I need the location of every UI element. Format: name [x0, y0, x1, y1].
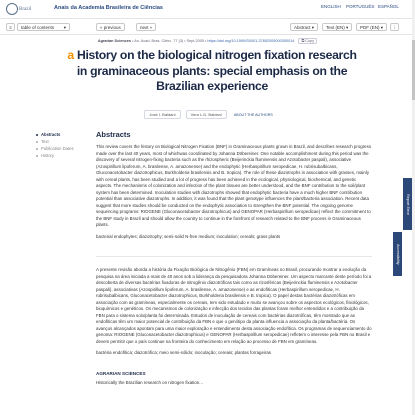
chevron-down-icon: ▾	[63, 25, 66, 30]
article-title: History on the biological nitrogen fixation research in graminaceous plants: special emphasis on the Brazilian experience	[76, 48, 357, 93]
abstracts-heading: Abstracts	[96, 130, 131, 139]
nav-abstracts-label: Abstracts	[41, 132, 61, 137]
keywords-pt: bactéria endofítica; diazotrófica; meio semi-sólido; inoculação; cereais; plantas forrageiras	[96, 350, 271, 355]
nav-abstracts[interactable]	[36, 131, 74, 138]
abstract-pt: A presente revisão aborda a história da Fixação Biológica de Nitrogênio (FBN) em Gramíneas no Brasil, procurando mostrar a evolução da pesquisa na área iniciada a mais de 40 anos sob a liderança da pesquisadora Johanna Döbereiner. Um aspecto marcante deste período foi a descoberta de diversas bactérias fixadoras de nitrogênio diazotróficas tais como as rizosféricas (Beijerinckia fluminensis e Azotobacter paspali), associativas (Azospirillum lipoferum, A. brasilense, A. amazonense) e as endofíticas (Herbaspirillum seropedicae, H. rubrisubalbicans, Gluconacetobacter diazotrophicus, Burkholderia brasilensis e B. tropica). O papel destas bactérias diazotróficas em associação com as gramíneas, especialmente os cereais, tem sido estudado e muito se avançou sobre os aspectos ecológicos, fisiológicos, bioquímicos e genéticos. Os mecanismos de colonização e infecção dos tecidos das plantas foram melhor entendidos e a contribuição da FBN para o sistema solo/planta foi determinada. Estudos de inoculação de cereais com bactérias diazotróficas, têm mostrado que as endofíticas têm um maior potencial de contribuição da FBN e que o genótipo da planta influencia a associação da planta/bactéria. Os avanços alcançados apontam para uma maior exploração e entendimento desta associação endofítica. Os programas de sequenciamento do genoma: RIOGENE (Gluconacetobacter diazotrophicus) e GENOPAR (Herbaspirillum seropedicae) refletem o interesse pela FBN no Brasil e devem permitir que o país continue na fronteira do conhecimento em relação ao processo de FBN em gramíneas.	[96, 267, 372, 344]
article-toolbar	[0, 20, 415, 35]
breadcrumb: Agrarian Sciences • An. Acad. Bras. Ciênc. 77 (3) • Sept 2005 • https://doi.org/10.1590/S0001-37652005000300014 ⧉ Copy	[0, 38, 415, 44]
section-heading: AGRARIAN SCIENCES	[96, 370, 146, 376]
text-label: Text (EN)	[326, 25, 345, 30]
author-2[interactable]: Vera L.D. Baldani	[186, 110, 227, 119]
accessibility-tab[interactable]: Accessibility	[393, 232, 402, 276]
copy-icon: ⧉	[301, 39, 305, 43]
pdf-label: PDF (EN)	[360, 25, 380, 30]
nav-history-label: History	[41, 153, 55, 158]
journal-title[interactable]: Anais da Academia Brasileira de Ciências	[54, 5, 163, 11]
chevron-down-icon: ▾	[311, 25, 315, 30]
copy-label: Copy	[305, 39, 315, 43]
abstract-button[interactable]	[290, 23, 318, 31]
lang-spanish[interactable]: ESPAÑOL	[378, 4, 399, 9]
share-icon[interactable]: ⋮	[390, 23, 399, 31]
nav-history[interactable]	[36, 152, 74, 159]
copy-doi-button[interactable]	[298, 38, 317, 44]
bullet-icon	[36, 134, 38, 136]
nav-text[interactable]	[36, 138, 74, 145]
chevron-down-icon: ▾	[346, 25, 349, 30]
breadcrumb-section[interactable]: Agrarian Sciences	[97, 39, 132, 43]
intro-paragraph: Historically the Brazilian research on nitrogen fixation...	[96, 379, 203, 385]
doi-link[interactable]: https://doi.org/10.1590/S0001-37652005000300014	[207, 39, 295, 43]
bullet-icon	[36, 141, 38, 143]
lang-portuguese[interactable]: PORTUGUÊS	[346, 4, 375, 9]
logo-icon	[6, 3, 18, 15]
nav-pub-dates-label: Publication Dates	[41, 146, 74, 151]
about-authors-link[interactable]: ABOUT THE AUTHORS	[233, 113, 273, 117]
keywords-en: bacterial endophytes; diazotrophy; semi-solid N-free medium; inoculation; cereals; grass plants	[96, 233, 281, 239]
nav-publication-dates[interactable]	[36, 145, 74, 152]
open-access-icon: a	[67, 48, 74, 62]
report-error-tab[interactable]: Report Error	[403, 178, 412, 230]
previous-button[interactable]: « previous	[96, 23, 125, 31]
divider	[96, 256, 372, 257]
authors-row	[0, 110, 415, 119]
bullet-icon	[36, 155, 38, 157]
author-1[interactable]: José I. Baldani	[144, 110, 180, 119]
chevron-down-icon: ▾	[380, 25, 384, 30]
toc-label: table of contents	[21, 25, 55, 30]
top-header	[0, 0, 415, 19]
next-button[interactable]: next »	[136, 23, 156, 31]
lang-english[interactable]: ENGLISH	[321, 4, 341, 9]
article-title-block	[62, 48, 362, 95]
article-content	[96, 130, 372, 386]
journal-logo[interactable]	[6, 3, 31, 15]
abstract-label: Abstract	[294, 25, 311, 30]
breadcrumb-citation: An. Acad. Bras. Ciênc. 77 (3) • Sept 2005 •	[134, 39, 207, 43]
section-nav	[36, 131, 74, 159]
toc-button[interactable]	[17, 23, 70, 31]
menu-icon[interactable]: ≡	[6, 23, 15, 31]
text-button[interactable]	[322, 23, 352, 31]
nav-text-label: Text	[41, 139, 49, 144]
abstract-en: This review covers the history on Biological Nitrogen Fixation (BNF) in Graminaceous plants grown in Brazil, and describes research progress made over the last 40 years, most of whichwas coordinated by Johanna Döbereiner. One notable accomplishment during this period was the discovery of several nitrogen-fixing bacteria such as the rhizospheric (Beijerinckia fluminensis and Azotobacter paspali), associative (Azospirillum lipoferum, A. brasilense, A. amazonense) and the endophytic (Herbaspirillum seropedicae, H. rubrisubalbicans, Gluconacetobacter diazotrophicus, Burkholderia brasilensis and B. tropica). The role of these diazotrophs in association with grasses, mainly with cereal plants, has been studied and a lot of progress has been achieved in the ecological, physiological, biochemical, and genetic aspects. The mechanisms of colonization and infection of the plant tissues are better understood, and the BNF contribution to the soil/plant system has been determined. Inoculation studies with diazotrophs showed that endophytic bacteria have a much higher BNF contribution potential than associative diazotrophs. In addition, it was found that the plant genotype influences the plant/bacteria association. Recent data suggest that more studies should be conducted on the endophytic association to strengthen the BNF potential. The ongoing genome sequencing programs: RIOGENE (Gluconacetobacter diazotrophicus) and GENOPAR (Herbaspirillum seropedicae) reflect the commitment to the BNF study in Brazil and should allow the country to continue in the forefront of research related to the BNF process in Graminaceous plants.	[96, 144, 372, 227]
pdf-button[interactable]	[356, 23, 387, 31]
bullet-icon	[36, 148, 38, 150]
logo-brand: Brazil	[19, 6, 32, 12]
